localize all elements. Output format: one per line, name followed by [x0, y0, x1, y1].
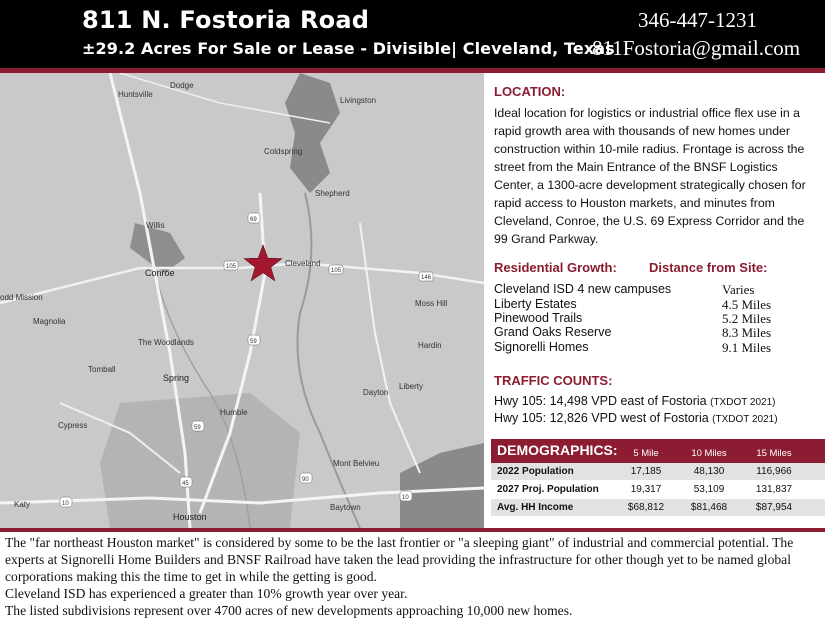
subdivision-name: Cleveland ISD 4 new campuses [494, 282, 672, 296]
highway-shield-label: 59 [250, 339, 257, 345]
map-label: Cleveland [285, 259, 321, 268]
map-label: Katy [14, 500, 31, 509]
footer-divider [0, 528, 825, 532]
table-cell: 53,109 [693, 484, 725, 495]
footer-paragraph: The "far northeast Houston market" is considered by some to be the last frontier or "a sleeping giant" of industrial and commercial potential. The experts at Signorelli Home Builders and BNSF Railroad have taken the lead providing the infrastructure for other though yet to be named global corporations making this the time to get in while the getting is good. [5, 535, 794, 584]
highway-shield-label: 146 [421, 275, 432, 281]
traffic-row [494, 394, 776, 408]
traffic-heading: TRAFFIC COUNTS: [494, 373, 613, 388]
table-cell: 131,837 [755, 484, 793, 495]
table-row [491, 463, 825, 481]
column-header: 15 Miles [756, 448, 792, 459]
map-label: Cypress [58, 421, 88, 430]
page-subtitle: ±29.2 Acres For Sale or Lease - Divisible| Cleveland, Texas [82, 39, 615, 58]
highway-shield [248, 335, 260, 345]
table-cell: 19,317 [630, 484, 662, 495]
list-item [494, 325, 814, 340]
highway-shield [419, 272, 433, 281]
map-label: Humble [220, 408, 248, 417]
column-header: 5 Mile [633, 448, 659, 459]
footer-paragraph: Cleveland ISD has experienced a greater than 10% growth year over year. [5, 586, 408, 601]
table-row [491, 499, 825, 517]
subdivision-name: Pinewood Trails [494, 311, 583, 325]
map-label: Baytown [330, 503, 361, 512]
map-label: Huntsville [118, 90, 153, 99]
list-item [494, 297, 814, 312]
table-cell: $68,812 [627, 502, 665, 513]
header [0, 0, 825, 68]
highway-shield-label: 10 [62, 501, 69, 507]
traffic-count: Hwy 105: 12,826 VPD west of Fostoria [494, 411, 709, 425]
map-graphic [0, 73, 484, 528]
map-label: Dayton [363, 388, 389, 397]
map-label: Mont Belvieu [333, 459, 380, 468]
residential-heading: Residential Growth: [494, 260, 617, 275]
table-row [491, 481, 825, 499]
demographics-heading: DEMOGRAPHICS: [497, 442, 618, 458]
map-label: The Woodlands [138, 338, 194, 347]
table-cell: 48,130 [693, 466, 725, 477]
highway-shield-label: 105 [226, 264, 237, 270]
map-label: Moss Hill [415, 299, 448, 308]
map-label: Magnolia [33, 317, 66, 326]
list-item [494, 282, 814, 297]
column-header: 10 Miles [691, 448, 727, 459]
highway-shield-label: 45 [182, 481, 189, 487]
highway-shield [248, 213, 260, 223]
subdivision-name: Signorelli Homes [494, 340, 589, 354]
highway-shield [300, 473, 312, 483]
map-label: Dodge [170, 81, 194, 90]
demographics-table [491, 439, 825, 517]
highway-shield-label: 69 [250, 217, 257, 223]
map-label: Shepherd [315, 189, 350, 198]
map-label: Spring [163, 373, 190, 383]
list-item [494, 311, 814, 326]
table-cell: $87,954 [755, 502, 793, 513]
subdivision-distance: 5.2 Miles [722, 311, 772, 326]
table-cell: 116,966 [756, 466, 792, 477]
page-title: 811 N. Fostoria Road [82, 6, 370, 34]
map-label: Willis [146, 221, 165, 230]
location-map [0, 73, 484, 528]
highway-shield [224, 261, 238, 270]
map-label: odd Mission [0, 293, 43, 302]
subdivision-distance: 4.5 Miles [722, 297, 772, 312]
highway-shield-label: 10 [402, 495, 409, 501]
subdivision-distance: Varies [722, 282, 755, 297]
row-label: Avg. HH Income [497, 502, 574, 513]
subdivision-name: Grand Oaks Reserve [494, 325, 612, 339]
map-label: Tomball [88, 365, 116, 374]
highway-shield [329, 265, 343, 274]
subdivision-name: Liberty Estates [494, 297, 577, 311]
traffic-source: (TXDOT 2021) [710, 397, 776, 408]
traffic-count: Hwy 105: 14,498 VPD east of Fostoria [494, 394, 707, 408]
location-description: Ideal location for logistics or industrial office flex use in a rapid growth area with thousands of new homes under construction within 10-mile radius. Frontage is across the street from the Main Entrance of the BNSF Logistics Center, a 1300-acre development strategically chosen for rapid access to Houston markets, and minutes from Cleveland, Conroe, the U.S. 69 Express Corridor and the 99 Grand Parkway. [494, 106, 806, 246]
map-label: Liberty [399, 382, 424, 391]
highway-shield-label: 59 [194, 425, 201, 431]
table-cell: $81,468 [690, 502, 728, 513]
houston-urban-area [100, 393, 300, 528]
demographics-header [491, 439, 825, 463]
row-label: 2022 Population [497, 466, 574, 477]
subdivision-distance: 9.1 Miles [722, 340, 772, 355]
subdivision-distance: 8.3 Miles [722, 325, 772, 340]
highway-shield-label: 90 [302, 477, 309, 483]
map-label: Hardin [418, 341, 442, 350]
list-item [494, 340, 814, 355]
highway-shield [180, 477, 192, 487]
location-heading: LOCATION: [494, 84, 566, 99]
map-label: Conroe [145, 268, 175, 278]
highway-shield [400, 491, 412, 501]
footer-text [5, 534, 820, 619]
map-label: Livingston [340, 96, 377, 105]
traffic-source: (TXDOT 2021) [712, 414, 778, 425]
map-label: Coldspring [264, 147, 303, 156]
row-label: 2027 Proj. Population [497, 484, 599, 495]
highway-shield [192, 421, 204, 431]
email-address[interactable]: 811Fostoria@gmail.com [592, 36, 801, 60]
highway-shield [60, 497, 72, 507]
traffic-row [494, 411, 778, 425]
map-label: Houston [173, 512, 207, 522]
distance-heading: Distance from Site: [649, 260, 768, 275]
table-cell: 17,185 [630, 466, 662, 477]
phone-number[interactable]: 346-447-1231 [638, 8, 757, 32]
highway-shield-label: 105 [331, 268, 342, 274]
footer-paragraph: The listed subdivisions represent over 4700 acres of new developments approaching 10,000 new homes. [5, 603, 573, 618]
